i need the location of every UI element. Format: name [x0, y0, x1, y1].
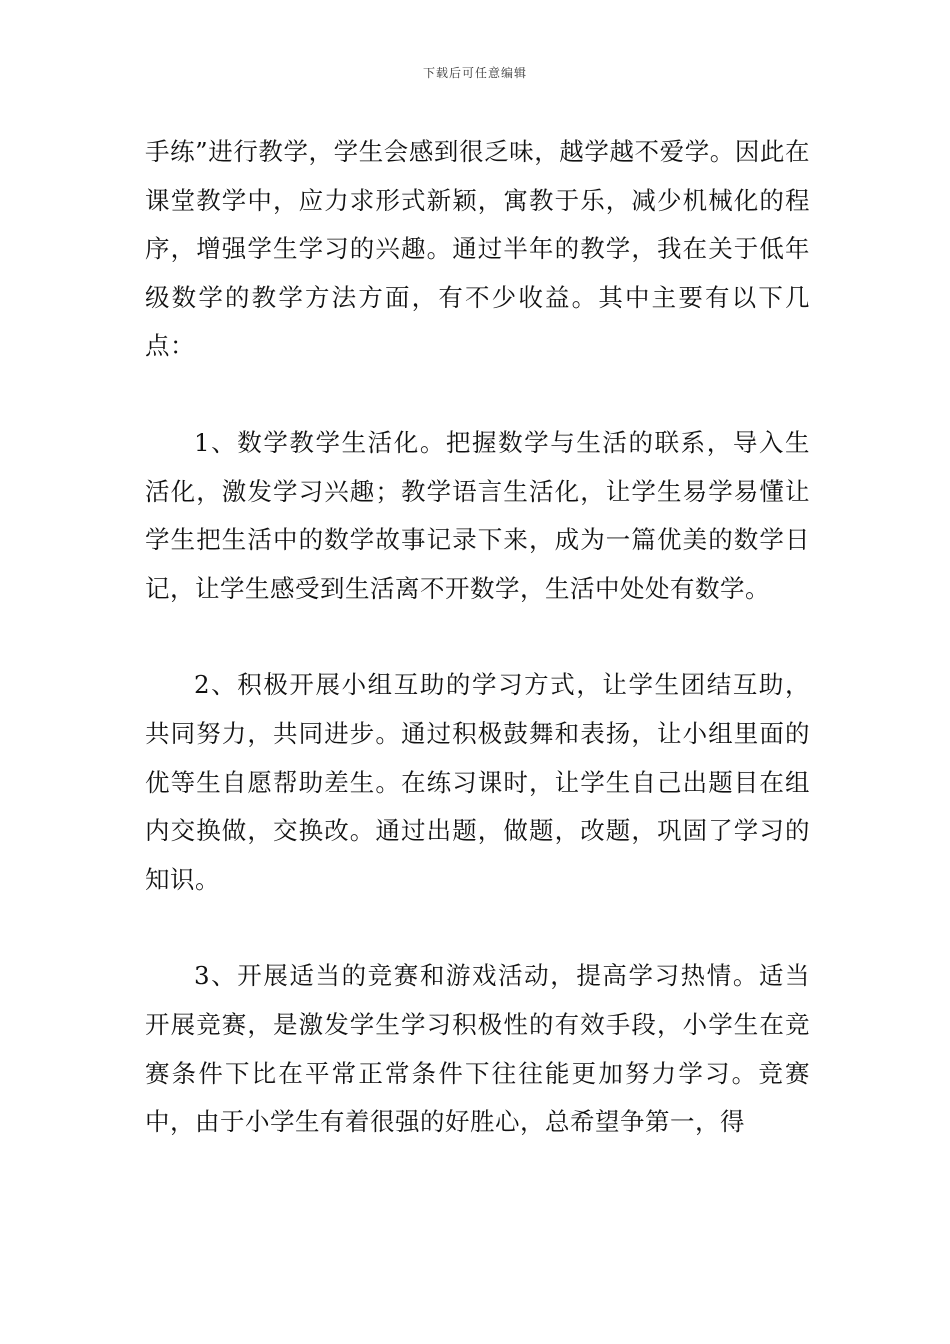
paragraph-point-1: 1、数学教学生活化。把握数学与生活的联系，导入生活化，激发学习兴趣；教学语言生活化，让学生易学易懂让学生把生活中的数学故事记录下来，成为一篇优美的数学日记，让学生感受到生活离不开数学，生活中处处有数学。	[145, 427, 810, 603]
paragraph-spacer	[145, 371, 810, 419]
paragraph-spacer	[145, 613, 810, 661]
paragraph-point-3: 3、开展适当的竞赛和游戏活动，提高学习热情。适当开展竞赛，是激发学生学习积极性的有效手段，小学生在竞赛条件下比在平常正常条件下往往能更加努力学习。竞赛中，由于小学生有着很强的好胜心，总希望争第一，得	[145, 961, 810, 1137]
paragraph-intro: 手练”进行教学，学生会感到很乏味，越学越不爱学。因此在课堂教学中，应力求形式新颖，寓教于乐，减少机械化的程序，增强学生学习的兴趣。通过半年的教学，我在关于低年级数学的教学方法方面，有不少收益。其中主要有以下几点：	[145, 137, 810, 361]
page-header-note: 下载后可任意编辑	[422, 66, 527, 80]
paragraph-spacer	[145, 904, 810, 952]
paragraph-point-2: 2、积极开展小组互助的学习方式，让学生团结互助，共同努力，共同进步。通过积极鼓舞和表扬，让小组里面的优等生自愿帮助差生。在练习课时，让学生自己出题目在组内交换做，交换改。通过出题，做题，改题，巩固了学习的知识。	[145, 670, 810, 894]
document-body	[145, 128, 810, 1147]
